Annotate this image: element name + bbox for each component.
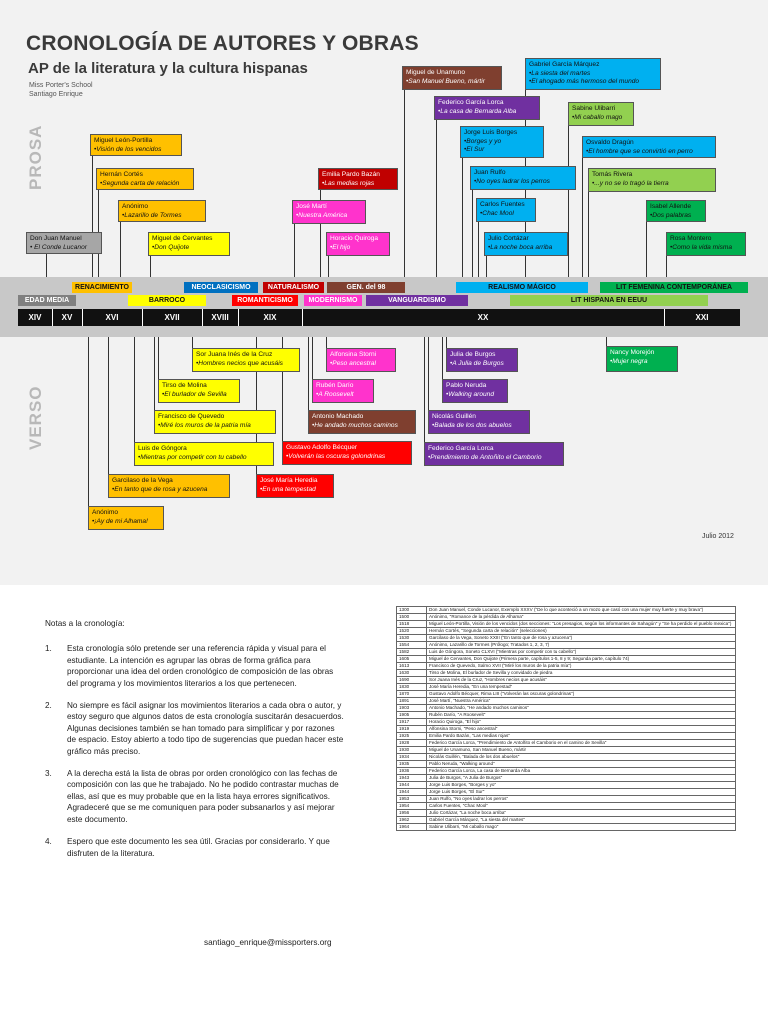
table-cell-year: 1936 [397,768,427,775]
connector-line [582,158,583,277]
prose-work-don-juan-manuel: Don Juan Manuel • El Conde Lucanor [26,232,102,254]
table-row [397,698,736,705]
table-cell-year: 1518 [397,621,427,628]
table-cell-work: José María Heredia, "En una tempestad" [427,684,736,691]
connector-line [568,126,569,277]
prose-work-garcia-marquez: Gabriel García Márquez •La siesta del martes •El ahogado más hermoso del mundo [525,58,661,90]
works-table-body [397,607,736,831]
century-xiv: XIV [28,313,42,322]
table-cell-work: Garcilaso de la Vega, Soneto XXIII ("En tanto que de rosa y azucena") [427,635,736,642]
movement-edad-media: EDAD MEDIA [18,295,76,306]
century-xix: XIX [263,313,277,322]
table-cell-work: Gabriel García Márquez, "La siesta del martes" [427,817,736,824]
table-cell-year: 1630 [397,670,427,677]
century-xvii: XVII [164,313,180,322]
connector-line [462,158,463,277]
movement-romanticismo: ROMANTICISMO [232,295,298,306]
verse-work-sor-juana: Sor Juana Inés de la Cruz •Hombres necios que acusáis [192,348,300,372]
contact-email[interactable]: santiago_enrique@missporters.org [204,938,332,947]
table-row [397,621,736,628]
table-cell-work: Miguel de Cervantes, Don Quijote (Primera parte, capítulos 1-5, 8 y 9; Segunda parte, capítulo 74) [427,656,736,663]
table-cell-year: 1944 [397,782,427,789]
table-cell-year: 1928 [397,740,427,747]
century-xxi: XXI [695,313,709,322]
table-cell-work: Federico García Lorca, "Prendimiento de Antoñito el Camborio en el camino de Sevilla" [427,740,736,747]
note-item: 3. A la derecha está la lista de obras por orden cronológico con las fechas de composición con las que he trabajado. No he podido contrastar muchas de ellas, así que es muy probable que en la lista haya errores significativos. Agradeceré que se me comuniquen para poder subsanarlos y así mejorar este documento. [45,769,339,824]
table-cell-year: 1934 [397,754,427,761]
prose-work-cervantes: Miguel de Cervantes •Don Quijote [148,232,230,256]
table-cell-year: 1944 [397,789,427,796]
century-xvi: XVI [105,313,119,322]
table-row [397,810,736,817]
table-cell-year: 1870 [397,691,427,698]
prose-label: PROSA [26,124,45,190]
verse-work-gongora: Luis de Góngora •Mientras por competir con tu cabello [134,442,274,466]
table-cell-year: 1690 [397,677,427,684]
table-row [397,614,736,621]
table-cell-year: 1919 [397,726,427,733]
notes-section [45,618,345,870]
prose-work-isabel-allende: Isabel Allende •Dos palabras [646,200,706,222]
table-row [397,761,736,768]
verse-work-quevedo: Francisco de Quevedo •Miré los muros de la patria mía [154,410,276,434]
table-row [397,663,736,670]
prose-work-horacio-quiroga: Horacio Quiroga •El hijo [326,232,390,256]
table-cell-work: Luis de Góngora, Soneto CLXVI ("Mientras por competir con tu cabello") [427,649,736,656]
movement-barroco: BARROCO [128,295,206,306]
table-cell-work: Antonio Machado, "He andado muchos caminos" [427,705,736,712]
table-cell-work: Gustavo Adolfo Bécquer, Rima LIII ("Volverán las oscuras golondrinas") [427,691,736,698]
connector-line [442,337,443,380]
table-cell-work: Carlos Fuentes, "Chac Mool" [427,803,736,810]
connector-line [150,256,151,277]
table-row [397,670,736,677]
connector-line [134,337,135,443]
connector-line [312,337,313,380]
prose-work-julio-cortazar: Julio Cortázar •La noche boca arriba [484,232,568,256]
prose-work-carlos-fuentes: Carlos Fuentes •Chac Mool [476,198,536,222]
prose-work-rosa-montero: Rosa Montero •Como la vida misma [666,232,746,256]
table-cell-work: Miguel León-Portilla, Visión de los vencidos (dos secciones: "Los presagios, según los informantes de Sahagún" y "Se ha perdido el pueblo mexica") [427,621,736,628]
table-cell-work: Jorge Luis Borges, "Borges y yo" [427,782,736,789]
connector-line [472,190,473,277]
connector-line [294,224,295,277]
prose-work-jose-marti: José Martí •Nuestra América [292,200,366,224]
table-cell-year: 1903 [397,705,427,712]
table-cell-year: 1935 [397,761,427,768]
table-cell-work: Francisco de Quevedo, Salmo XVII ("Miré los muros de la patria mía") [427,663,736,670]
verse-work-tirso-de-molina: Tirso de Molina •El burlador de Sevilla [158,379,240,403]
table-cell-work: Sabine Ulibarri, "Mi caballo mago" [427,824,736,831]
connector-line [428,337,429,410]
table-row [397,775,736,782]
movement-modernismo: MODERNISMO [304,295,362,306]
table-cell-work: Nicolás Guillén, "Balada de los dos abuelos" [427,754,736,761]
prose-work-sabine-ulibarri: Sabine Ulibarri •Mi caballo mago [568,102,634,126]
prose-work-lorca-bernarda: Federico García Lorca •La casa de Bernarda Alba [434,96,540,120]
verse-work-ruben-dario: Rubén Darío •A Roosevelt [312,379,374,403]
table-row [397,607,736,614]
prose-work-pardo-bazan: Emilia Pardo Bazán •Las medias rojas [318,168,398,190]
table-cell-year: 1554 [397,642,427,649]
table-row [397,691,736,698]
connector-line [646,222,647,277]
century-xx: XX [477,313,489,322]
connector-line [158,337,159,380]
prose-work-unamuno: Miguel de Unamuno •San Manuel Bueno, mártir [402,66,502,90]
connector-line [92,156,93,277]
table-cell-work: Pablo Neruda, "Walking around" [427,761,736,768]
prose-work-osvaldo-dragun: Osvaldo Dragún •El hombre que se convirtió en perro [582,136,716,158]
table-cell-work: Jorge Luis Borges, "El Sur" [427,789,736,796]
table-cell-work: Juan Rulfo, "No oyes ladrar los perros" [427,796,736,803]
connector-line [120,222,121,277]
table-row [397,768,736,775]
connector-line [588,192,589,277]
table-cell-year: 1943 [397,775,427,782]
table-cell-year: 1530 [397,635,427,642]
connector-line [88,337,89,507]
verse-work-nancy-morejon: Nancy Morejón •Mujer negra [606,346,678,372]
prose-work-leon-portilla: Miguel León-Portilla •Visión de los vencidos [90,134,182,156]
connector-line [404,90,405,277]
connector-line [424,337,425,443]
table-row [397,719,736,726]
movement-lit-hispana-eeuu: LIT HISPANA EN EEUU [510,295,708,306]
table-row [397,635,736,642]
table-row [397,705,736,712]
table-cell-year: 1964 [397,824,427,831]
table-row [397,733,736,740]
prose-work-tomas-rivera: Tomás Rivera •...y no se lo tragó la tierra [588,168,716,192]
verse-work-pablo-neruda: Pablo Neruda •Walking around [442,379,508,403]
table-cell-year: 1582 [397,649,427,656]
connector-line [308,337,309,410]
table-row [397,796,736,803]
movement-naturalismo: NATURALISMO [263,282,324,293]
verse-label: VERSO [26,385,45,450]
table-cell-year: 1962 [397,817,427,824]
movement-realismo-magico: REALISMO MÁGICO [456,282,588,293]
table-cell-work: Alfonsina Storni, "Peso ancestral" [427,726,736,733]
connector-line [486,256,487,277]
table-cell-work: Federico García Lorca, La casa de Bernarda Alba [427,768,736,775]
table-row [397,642,736,649]
school-name: Miss Porter's School [29,82,93,89]
table-row [397,649,736,656]
verse-work-jose-maria-heredia: José María Heredia •En una tempestad [256,474,334,498]
table-cell-year: 1917 [397,719,427,726]
table-cell-work: Anónimo, Lazarillo de Tormes (Prólogo; Tratados 1, 2, 3, 7) [427,642,736,649]
verse-work-garcilaso: Garcilaso de la Vega •En tanto que de rosa y azucena [108,474,230,498]
note-item: 1. Esta cronología sólo pretende ser una referencia rápida y visual para el estudiante. La intención es agrupar las obras de forma gráfica para proporcionar una idea del orden cronológico de composición de las obras del programa y los movimientos literarios a los que pertenecen. [45,644,334,688]
connector-line [436,120,437,277]
century-xviii: XVIII [211,313,229,322]
table-cell-work: Julio Cortázar, "La noche boca arriba" [427,810,736,817]
table-row [397,628,736,635]
table-row [397,824,736,831]
document-date: Julio 2012 [702,533,734,540]
table-row [397,656,736,663]
table-cell-year: 1613 [397,663,427,670]
verse-work-alfonsina-storni: Alfonsina Storni •Peso ancestral [326,348,396,372]
table-cell-year: 1520 [397,628,427,635]
table-row [397,684,736,691]
table-row [397,747,736,754]
connector-line [154,337,155,411]
verse-work-nicolas-guillen: Nicolás Guillén •Balada de los dos abuelos [428,410,530,434]
verse-work-antonio-machado: Antonio Machado •He andado muchos caminos [308,410,416,434]
table-row [397,782,736,789]
table-cell-work: Rubén Darío, "A Roosevelt" [427,712,736,719]
table-row [397,740,736,747]
table-row [397,789,736,796]
page-title: CRONOLOGÍA DE AUTORES Y OBRAS [26,32,419,55]
movement-gen98: GEN. del 98 [327,282,405,293]
table-cell-year: 1830 [397,684,427,691]
table-row [397,817,736,824]
table-row [397,754,736,761]
verse-work-lorca-antonito: Federico García Lorca •Prendimiento de Antoñito el Camborio [424,442,564,466]
movement-renacimiento: RENACIMIENTO [72,282,132,293]
table-cell-work: Tirso de Molina, El burlador de Sevilla y convidado de piedra [427,670,736,677]
prose-work-lazarillo: Anónimo •Lazarillo de Tormes [118,200,206,222]
table-cell-year: 1905 [397,712,427,719]
table-cell-year: 1925 [397,733,427,740]
connector-line [478,222,479,277]
table-cell-year: 1954 [397,803,427,810]
works-table [396,606,736,831]
verse-work-anonimo-alhama: Anónimo •¡Ay de mi Alhama! [88,506,164,530]
verse-work-becquer: Gustavo Adolfo Bécquer •Volverán las oscuras golondrinas [282,441,412,465]
table-row [397,712,736,719]
table-cell-work: Emilia Pardo Bazán, "Las medias rojas" [427,733,736,740]
table-cell-work: José Martí, "Nuestra América" [427,698,736,705]
table-cell-year: 1500 [397,614,427,621]
table-cell-work: Julia de Burgos, "A Julia de Burgos" [427,775,736,782]
prose-work-borges: Jorge Luis Borges •Borges y yo •El Sur [460,126,544,158]
page-subtitle: AP de la literatura y la cultura hispanas [28,60,308,77]
table-row [397,803,736,810]
table-cell-year: 1300 [397,607,427,614]
movement-lit-femenina: LIT FEMENINA CONTEMPORÁNEA [600,282,748,293]
table-cell-year: 1956 [397,810,427,817]
table-row [397,726,736,733]
table-cell-year: 1953 [397,796,427,803]
table-cell-year: 1930 [397,747,427,754]
note-item: 2. No siempre es fácil asignar los movimientos literarios a cada obra o autor, y estoy seguro que algunos datos de esta cronología suscitarán desacuerdos. Algunas decisiones también se han tomado para simplificar y por razones de espacio. Estoy abierto a todo tipo de sugerencias que puedan hacer este gráfico más preciso. [45,701,344,756]
table-cell-work: Hernán Cortés, "Segunda carta de relación" (selecciones) [427,628,736,635]
table-cell-work: Miguel de Unamuno, San Manuel Bueno, mártir [427,747,736,754]
movement-vanguardismo: VANGUARDISMO [366,295,468,306]
notes-heading: Notas a la cronología: [45,619,125,628]
table-cell-work: Anónimo, "Romance de la pérdida de Alhama" [427,614,736,621]
connector-line [328,256,329,277]
note-item: 4. Espero que este documento les sea útil. Gracias por considerarlo. Y que disfruten de la literatura. [45,837,330,858]
table-cell-year: 1605 [397,656,427,663]
century-xv: XV [61,313,73,322]
connector-line [108,337,109,475]
prose-work-hernan-cortes: Hernán Cortés •Segunda carta de relación [96,168,194,190]
verse-work-julia-de-burgos: Julia de Burgos •A Julia de Burgos [446,348,518,372]
table-cell-year: 1891 [397,698,427,705]
table-cell-work: Horacio Quiroga, "El hijo" [427,719,736,726]
author-name: Santiago Enrique [29,91,83,98]
table-cell-work: Don Juan Manuel, Conde Lucanor, Exemplo XXXV ("De lo que aconteció a un mozo que casó con una mujer muy fuerte y muy brava") [427,607,736,614]
connector-line [666,256,667,277]
prose-work-juan-rulfo: Juan Rulfo •No oyes ladrar los perros [470,166,576,190]
table-row [397,677,736,684]
movement-neoclasicismo: NEOCLASICISMO [184,282,258,293]
connector-line [46,254,47,277]
table-cell-work: Sor Juana Inés de la Cruz, "Hombres necios que acusáis" [427,677,736,684]
